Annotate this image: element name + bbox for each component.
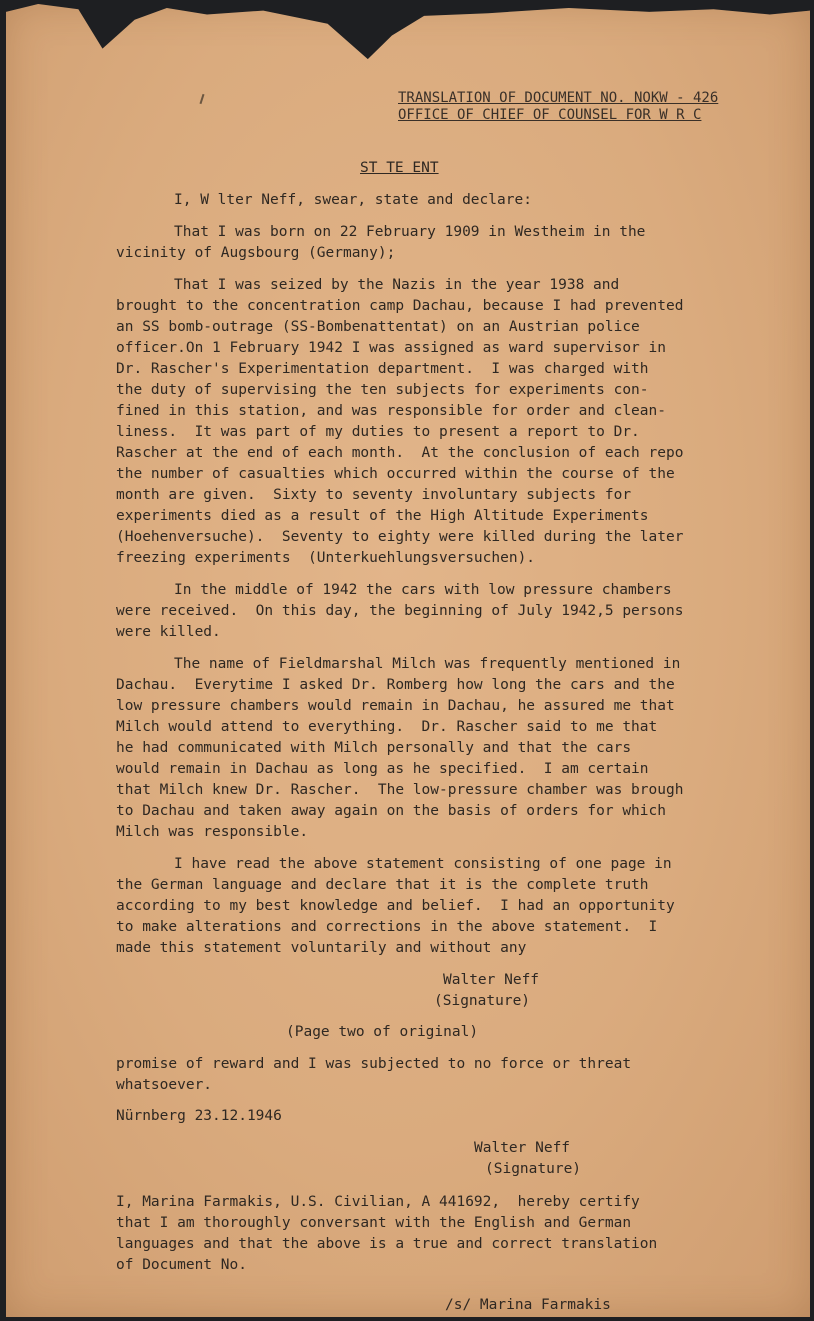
text-line: Dr. Rascher's Experimentation department. I was charged with <box>116 361 649 377</box>
signature-name: Walter Neff <box>474 1140 571 1156</box>
place-date: Nürnberg 23.12.1946 <box>116 1108 282 1124</box>
text-line: experiments died as a result of the High Altitude Experiments <box>116 508 649 524</box>
text-line: Milch was responsible. <box>116 824 309 840</box>
text-line: I, Marina Farmakis, U.S. Civilian, A 441692, hereby certify <box>116 1194 640 1210</box>
text-line: low pressure chambers would remain in Dachau, he assured me that <box>116 698 675 714</box>
text-line: liness. It was part of my duties to present a report to Dr. <box>116 424 640 440</box>
text-line: according to my best knowledge and belief. I had an opportunity <box>116 898 675 914</box>
text-line: Dachau. Everytime I asked Dr. Romberg how long the cars and the <box>116 677 675 693</box>
text-line: In the middle of 1942 the cars with low pressure chambers <box>174 582 672 598</box>
text-line: the duty of supervising the ten subjects for experiments con- <box>116 382 649 398</box>
signature-label: (Signature) <box>485 1161 582 1177</box>
text-line: That I was born on 22 February 1909 in Westheim in the <box>174 224 646 240</box>
text-line: made this statement voluntarily and without any <box>116 940 527 956</box>
text-line: month are given. Sixty to seventy involuntary subjects for <box>116 487 632 503</box>
text-line: fined in this station, and was responsible for order and clean- <box>116 403 666 419</box>
text-line: Milch would attend to everything. Dr. Rascher said to me that <box>116 719 658 735</box>
text-line: (Hoehenversuche). Seventy to eighty were killed during the later <box>116 529 684 545</box>
text-line: to make alterations and corrections in the above statement. I <box>116 919 658 935</box>
text-line: to Dachau and taken away again on the basis of orders for which <box>116 803 666 819</box>
header-line-2: OFFICE OF CHIEF OF COUNSEL FOR W R C <box>398 107 702 123</box>
signature-name: Walter Neff <box>443 972 540 988</box>
translator-signature: /s/ Marina Farmakis <box>445 1297 611 1313</box>
text-line: The name of Fieldmarshal Milch was frequently mentioned in <box>174 656 681 672</box>
text-line: were received. On this day, the beginning of July 1942,5 persons <box>116 603 684 619</box>
text-line: the German language and declare that it is the complete truth <box>116 877 649 893</box>
text-line: officer.On 1 February 1942 I was assigned as ward supervisor in <box>116 340 666 356</box>
text-line: that I am thoroughly conversant with the English and German <box>116 1215 632 1231</box>
document-title: ST TE ENT <box>360 160 439 176</box>
text-line: Rascher at the end of each month. At the conclusion of each repo <box>116 445 684 461</box>
text-line: whatsoever. <box>116 1077 213 1093</box>
text-line: languages and that the above is a true and correct translation <box>116 1236 658 1252</box>
text-line: That I was seized by the Nazis in the year 1938 and <box>174 277 620 293</box>
text-line: brought to the concentration camp Dachau, because I had prevented <box>116 298 684 314</box>
text-line: vicinity of Augsbourg (Germany); <box>116 245 396 261</box>
intro-line: I, W lter Neff, swear, state and declare: <box>174 192 532 208</box>
text-line: he had communicated with Milch personally and that the cars <box>116 740 632 756</box>
text-line: of Document No. <box>116 1257 247 1273</box>
text-line: an SS bomb-outrage (SS-Bombenattentat) on an Austrian police <box>116 319 640 335</box>
text-line: I have read the above statement consisting of one page in <box>174 856 672 872</box>
text-line: freezing experiments (Unterkuehlungsversuchen). <box>116 550 536 566</box>
text-line: would remain in Dachau as long as he specified. I am certain <box>116 761 649 777</box>
page-note: (Page two of original) <box>286 1024 479 1040</box>
signature-label: (Signature) <box>434 993 531 1009</box>
header-line-1: TRANSLATION OF DOCUMENT NO. NOKW - 426 <box>398 90 719 106</box>
text-line: that Milch knew Dr. Rascher. The low-pressure chamber was brough <box>116 782 684 798</box>
text-line: promise of reward and I was subjected to no force or threat <box>116 1056 632 1072</box>
text-line: the number of casualties which occurred within the course of the <box>116 466 675 482</box>
text-line: were killed. <box>116 624 221 640</box>
